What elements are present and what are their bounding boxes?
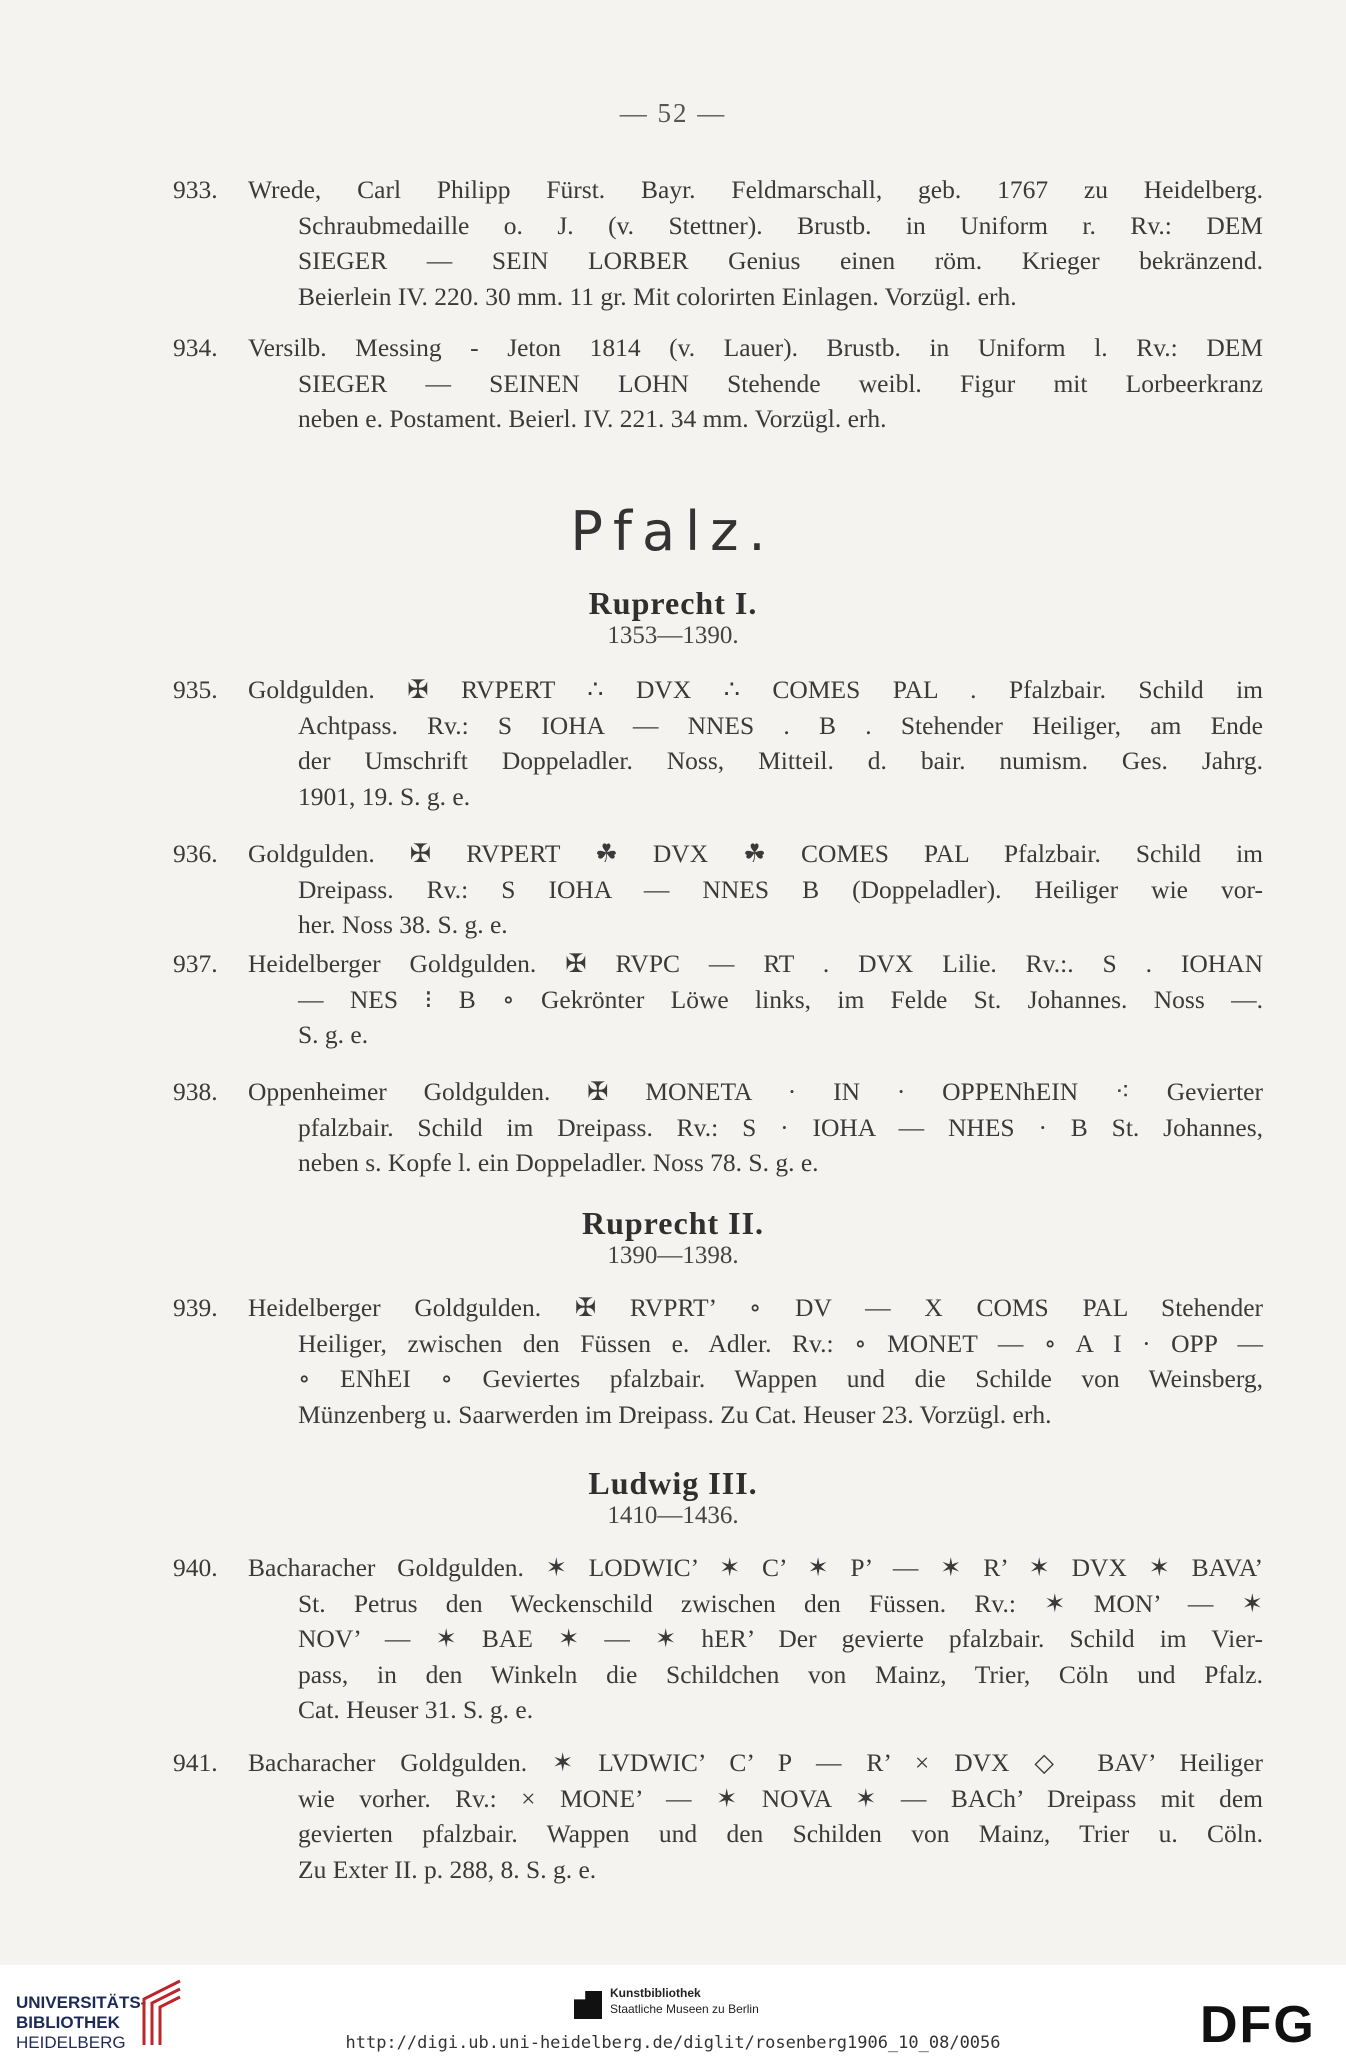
catalog-entry <box>173 330 1263 437</box>
entry-line: pfalzbair. Schild im Dreipass. Rv.: S · IOHA — NHES · B St. Johannes, <box>298 1112 1263 1142</box>
catalog-entry <box>173 1290 1263 1432</box>
page-footer <box>0 1965 1346 2064</box>
entry-line: Dreipass. Rv.: S IOHA — NNES B (Doppeladler). Heiliger wie vor- <box>298 874 1263 904</box>
ruler-heading-2 <box>0 1205 1346 1270</box>
entry-number: 935. <box>173 675 218 704</box>
ruler-heading-3 <box>0 1465 1346 1530</box>
entry-line: Goldgulden. ✠ RVPERT ☘ DVX ☘ COMES PAL Pfalzbair. Schild im <box>248 839 1263 868</box>
entry-line: SIEGER — SEIN LORBER Genius einen röm. Krieger bekränzend. <box>298 246 1263 275</box>
catalog-entry <box>173 946 1263 1053</box>
entry-line: ∘ ENhEI ∘ Geviertes pfalzbair. Wappen und die Schilde von Weinsberg, <box>298 1364 1263 1393</box>
ruler-name: Ruprecht I. <box>588 585 758 621</box>
ruler-years: 1410—1436. <box>607 1502 739 1529</box>
entry-line: Heidelberger Goldgulden. ✠ RVPC — RT . DVX Lilie. Rv.:. S . IOHAN <box>248 949 1263 978</box>
entry-line: gevierten pfalzbair. Wappen und den Schilden von Mainz, Trier u. Cöln. <box>298 1819 1263 1848</box>
ruler-years: 1353—1390. <box>607 622 739 649</box>
entry-line: der Umschrift Doppeladler. Noss, Mitteil. d. bair. numism. Ges. Jahrg. <box>298 746 1263 775</box>
ruler-name: Ruprecht II. <box>581 1205 765 1241</box>
entry-line: Münzenberg u. Saarwerden im Dreipass. Zu Cat. Heuser 23. Vorzügl. erh. <box>298 1399 1052 1429</box>
entry-line: Goldgulden. ✠ RVPERT ∴ DVX ∴ COMES PAL . Pfalzbair. Schild im <box>248 675 1263 704</box>
catalog-entry <box>173 836 1263 943</box>
dfg-logo[interactable]: DFG <box>1200 1996 1316 2054</box>
ruler-years: 1390—1398. <box>607 1242 739 1269</box>
entry-number: 939. <box>173 1293 218 1322</box>
entry-line: 1901, 19. S. g. e. <box>298 781 471 811</box>
entry-line: S. g. e. <box>298 1020 369 1049</box>
entry-line: NOV’ — ✶ BAE ✶ — ✶ hER’ Der gevierte pfalzbair. Schild im Vier- <box>298 1624 1263 1653</box>
entry-number: 933. <box>173 175 218 204</box>
kb-line: Kunstbibliothek <box>610 1986 701 2000</box>
entry-line: Cat. Heuser 31. S. g. e. <box>298 1695 534 1724</box>
source-url[interactable]: http://digi.ub.uni-heidelberg.de/diglit/rosenberg1906_10_08/0056 <box>345 2033 1001 2053</box>
entry-line: — NES ⁝ B ∘ Gekrönter Löwe links, im Felde St. Johannes. Noss —. <box>298 984 1263 1014</box>
catalog-entry <box>173 172 1263 314</box>
ub-logo-line: BIBLIOTHEK <box>16 2013 120 2032</box>
kb-line: Staatliche Museen zu Berlin <box>610 2002 759 2016</box>
entry-number: 938. <box>173 1077 218 1106</box>
entry-line: her. Noss 38. S. g. e. <box>298 910 508 939</box>
entry-number: 940. <box>173 1553 218 1582</box>
entry-line: Schraubmedaille o. J. (v. Stettner). Brustb. in Uniform r. Rv.: DEM <box>298 210 1263 240</box>
ruler-heading-1 <box>0 585 1346 650</box>
entry-line: Heidelberger Goldgulden. ✠ RVPRT’ ∘ DV — X COMS PAL Stehender <box>248 1293 1263 1322</box>
entry-line: SIEGER — SEINEN LOHN Stehende weibl. Figur mit Lorbeerkranz <box>298 368 1263 398</box>
catalog-entry <box>173 1074 1263 1181</box>
entry-line: Versilb. Messing - Jeton 1814 (v. Lauer). Brustb. in Uniform l. Rv.: DEM <box>248 333 1263 362</box>
entry-line: wie vorher. Rv.: × MONE’ — ✶ NOVA ✶ — BACh’ Dreipass mit dem <box>298 1783 1263 1813</box>
ub-logo-line: HEIDELBERG <box>16 2033 126 2052</box>
ruler-name: Ludwig III. <box>588 1465 758 1501</box>
kunstbibliothek-logo[interactable] <box>574 1985 759 2017</box>
entry-line: Bacharacher Goldgulden. ✶ LVDWIC’ C’ P — R’ × DVX ◇ BAV’ Heiliger <box>248 1748 1263 1777</box>
catalog-entry <box>173 1745 1263 1887</box>
entry-line: St. Petrus den Weckenschild zwischen den Füssen. Rv.: ✶ MON’ — ✶ <box>298 1588 1263 1618</box>
entry-number: 934. <box>173 333 218 362</box>
entry-line: Bacharacher Goldgulden. ✶ LODWIC’ ✶ C’ ✶ P’ — ✶ R’ ✶ DVX ✶ BAVA’ <box>248 1553 1263 1582</box>
entry-line: Achtpass. Rv.: S IOHA — NNES . B . Stehender Heiliger, am Ende <box>298 710 1263 740</box>
catalog-entry <box>173 1550 1263 1728</box>
entry-line: Zu Exter II. p. 288, 8. S. g. e. <box>298 1854 597 1884</box>
entry-line: Oppenheimer Goldgulden. ✠ MONETA · IN · OPPENhEIN ⁖ Gevierter <box>248 1077 1263 1106</box>
entry-line: pass, in den Winkeln die Schildchen von Mainz, Trier, Cöln und Pfalz. <box>298 1659 1263 1689</box>
entry-line: Heiliger, zwischen den Füssen e. Adler. Rv.: ∘ MONET — ∘ A I · OPP — <box>298 1328 1263 1358</box>
entry-number: 936. <box>173 839 218 868</box>
section-heading <box>0 500 1346 563</box>
catalog-entry <box>173 672 1263 814</box>
entry-line: neben e. Postament. Beierl. IV. 221. 34 mm. Vorzügl. erh. <box>298 404 887 433</box>
entry-line: Wrede, Carl Philipp Fürst. Bayr. Feldmarschall, geb. 1767 zu Heidelberg. <box>248 175 1263 204</box>
page-number: — 52 — <box>619 98 727 128</box>
section-title: Pfalz. <box>570 500 776 563</box>
entry-number: 937. <box>173 949 218 978</box>
kunstbibliothek-icon <box>574 1991 602 2019</box>
ub-logo-line: UNIVERSITÄTS- <box>16 1993 147 2012</box>
entry-line: neben s. Kopfe l. ein Doppeladler. Noss 78. S. g. e. <box>298 1148 819 1177</box>
entry-number: 941. <box>173 1748 218 1777</box>
entry-line: Beierlein IV. 220. 30 mm. 11 gr. Mit colorirten Einlagen. Vorzügl. erh. <box>298 281 1017 311</box>
